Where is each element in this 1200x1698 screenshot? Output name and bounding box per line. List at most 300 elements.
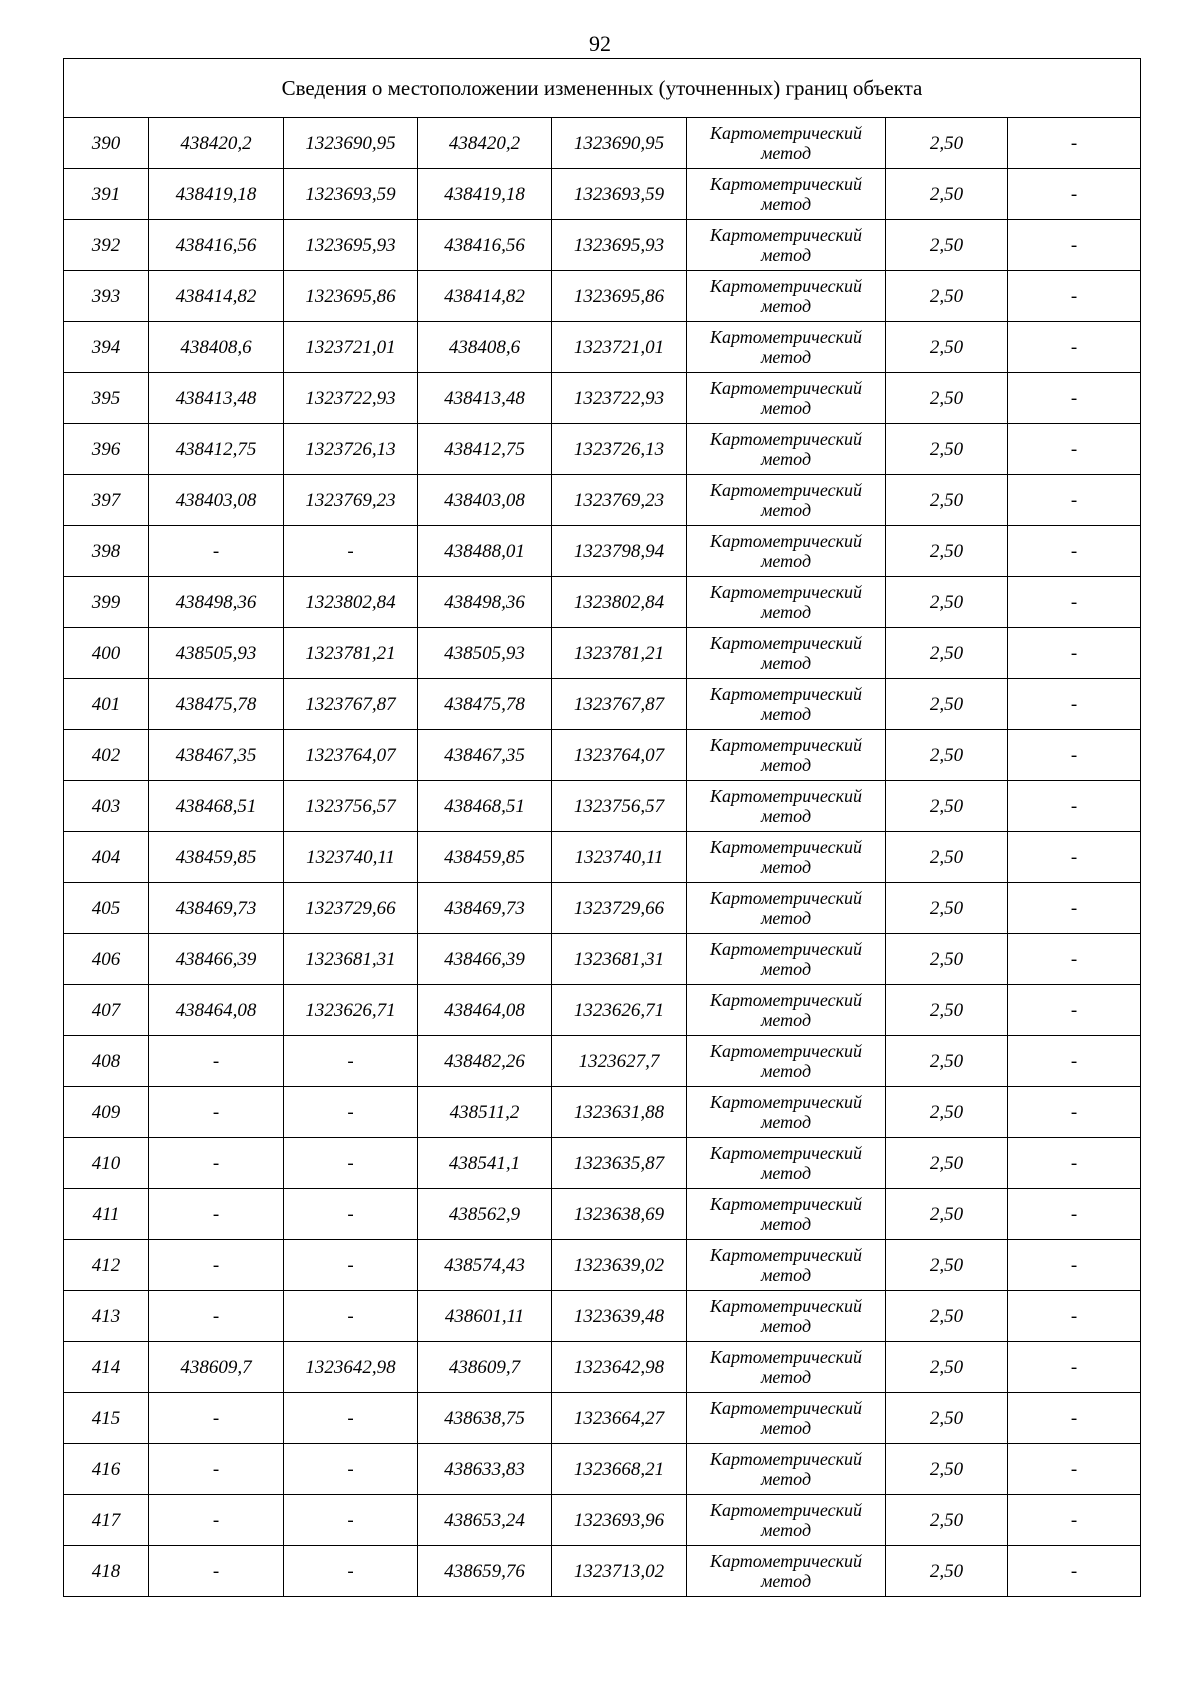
accuracy-cell: 2,50 — [886, 883, 1008, 934]
description-cell: - — [1008, 577, 1141, 628]
point-number-cell: 408 — [64, 1036, 149, 1087]
table-row — [64, 679, 1141, 730]
new-y-cell: 1323729,66 — [552, 883, 687, 934]
new-y-cell: 1323639,48 — [552, 1291, 687, 1342]
new-x-cell: 438408,6 — [418, 322, 552, 373]
method-line-2: метод — [760, 1469, 812, 1489]
point-number-cell: 400 — [64, 628, 149, 679]
method-cell — [687, 1189, 886, 1240]
table-title: Сведения о местоположении измененных (уточненных) границ объекта — [64, 59, 1141, 118]
method-line-1: Картометрический — [709, 1143, 862, 1163]
old-x-cell: 438412,75 — [149, 424, 284, 475]
accuracy-cell: 2,50 — [886, 679, 1008, 730]
method-line-1: Картометрический — [709, 1398, 862, 1418]
old-y-cell: - — [284, 1087, 418, 1138]
boundary-coordinates-table — [63, 58, 1141, 1597]
new-x-cell: 438541,1 — [418, 1138, 552, 1189]
description-cell: - — [1008, 373, 1141, 424]
description-cell: - — [1008, 1036, 1141, 1087]
accuracy-cell: 2,50 — [886, 1087, 1008, 1138]
method-line-1: Картометрический — [709, 633, 862, 653]
table-row — [64, 1291, 1141, 1342]
old-x-cell: - — [149, 1444, 284, 1495]
method-cell — [687, 832, 886, 883]
new-x-cell: 438466,39 — [418, 934, 552, 985]
old-x-cell: - — [149, 1189, 284, 1240]
old-y-cell: - — [284, 526, 418, 577]
new-y-cell: 1323798,94 — [552, 526, 687, 577]
old-y-cell: - — [284, 1495, 418, 1546]
point-number-cell: 395 — [64, 373, 149, 424]
new-y-cell: 1323695,86 — [552, 271, 687, 322]
description-cell: - — [1008, 832, 1141, 883]
table-row — [64, 118, 1141, 169]
point-number-cell: 390 — [64, 118, 149, 169]
new-x-cell: 438482,26 — [418, 1036, 552, 1087]
method-line-2: метод — [760, 755, 812, 775]
method-line-1: Картометрический — [709, 1551, 862, 1571]
old-x-cell: 438609,7 — [149, 1342, 284, 1393]
table-title-row — [64, 59, 1141, 118]
point-number-cell: 401 — [64, 679, 149, 730]
method-line-1: Картометрический — [709, 123, 862, 143]
old-x-cell: - — [149, 1087, 284, 1138]
accuracy-cell: 2,50 — [886, 730, 1008, 781]
old-y-cell: 1323693,59 — [284, 169, 418, 220]
method-line-1: Картометрический — [709, 582, 862, 602]
new-y-cell: 1323693,96 — [552, 1495, 687, 1546]
method-cell — [687, 169, 886, 220]
method-cell — [687, 1240, 886, 1291]
method-line-2: метод — [760, 449, 812, 469]
method-line-2: метод — [760, 398, 812, 418]
method-cell — [687, 985, 886, 1036]
accuracy-cell: 2,50 — [886, 1444, 1008, 1495]
old-y-cell: - — [284, 1393, 418, 1444]
new-y-cell: 1323721,01 — [552, 322, 687, 373]
old-y-cell: 1323642,98 — [284, 1342, 418, 1393]
method-cell — [687, 577, 886, 628]
description-cell: - — [1008, 679, 1141, 730]
table-row — [64, 424, 1141, 475]
method-line-2: метод — [760, 1316, 812, 1336]
method-cell — [687, 220, 886, 271]
old-y-cell: 1323681,31 — [284, 934, 418, 985]
new-y-cell: 1323693,59 — [552, 169, 687, 220]
table-row — [64, 220, 1141, 271]
new-x-cell: 438574,43 — [418, 1240, 552, 1291]
method-line-2: метод — [760, 551, 812, 571]
table-row — [64, 934, 1141, 985]
method-cell — [687, 1087, 886, 1138]
old-y-cell: 1323767,87 — [284, 679, 418, 730]
old-y-cell: 1323781,21 — [284, 628, 418, 679]
new-y-cell: 1323638,69 — [552, 1189, 687, 1240]
old-x-cell: - — [149, 1138, 284, 1189]
point-number-cell: 392 — [64, 220, 149, 271]
new-x-cell: 438467,35 — [418, 730, 552, 781]
new-y-cell: 1323695,93 — [552, 220, 687, 271]
old-x-cell: 438419,18 — [149, 169, 284, 220]
description-cell: - — [1008, 1087, 1141, 1138]
method-line-2: метод — [760, 500, 812, 520]
description-cell: - — [1008, 1138, 1141, 1189]
new-y-cell: 1323713,02 — [552, 1546, 687, 1597]
method-line-2: метод — [760, 959, 812, 979]
old-x-cell: - — [149, 526, 284, 577]
new-y-cell: 1323802,84 — [552, 577, 687, 628]
new-y-cell: 1323764,07 — [552, 730, 687, 781]
table-row — [64, 1087, 1141, 1138]
new-y-cell: 1323781,21 — [552, 628, 687, 679]
table-row — [64, 985, 1141, 1036]
page-number: 92 — [589, 31, 611, 56]
new-y-cell: 1323726,13 — [552, 424, 687, 475]
new-x-cell: 438638,75 — [418, 1393, 552, 1444]
description-cell: - — [1008, 322, 1141, 373]
table-row — [64, 577, 1141, 628]
point-number-cell: 396 — [64, 424, 149, 475]
description-cell: - — [1008, 424, 1141, 475]
old-y-cell: 1323729,66 — [284, 883, 418, 934]
new-x-cell: 438659,76 — [418, 1546, 552, 1597]
point-number-cell: 398 — [64, 526, 149, 577]
table-row — [64, 475, 1141, 526]
method-line-2: метод — [760, 704, 812, 724]
old-y-cell: 1323695,86 — [284, 271, 418, 322]
old-x-cell: 438466,39 — [149, 934, 284, 985]
new-y-cell: 1323642,98 — [552, 1342, 687, 1393]
accuracy-cell: 2,50 — [886, 1036, 1008, 1087]
old-x-cell: 438468,51 — [149, 781, 284, 832]
new-x-cell: 438488,01 — [418, 526, 552, 577]
new-y-cell: 1323664,27 — [552, 1393, 687, 1444]
old-x-cell: 438403,08 — [149, 475, 284, 526]
old-y-cell: 1323756,57 — [284, 781, 418, 832]
table-row — [64, 526, 1141, 577]
table-row — [64, 1036, 1141, 1087]
table-row — [64, 1138, 1141, 1189]
point-number-cell: 405 — [64, 883, 149, 934]
old-x-cell: 438464,08 — [149, 985, 284, 1036]
description-cell: - — [1008, 1342, 1141, 1393]
method-cell — [687, 475, 886, 526]
method-cell — [687, 322, 886, 373]
table-row — [64, 1495, 1141, 1546]
new-y-cell: 1323769,23 — [552, 475, 687, 526]
accuracy-cell: 2,50 — [886, 1393, 1008, 1444]
accuracy-cell: 2,50 — [886, 118, 1008, 169]
new-y-cell: 1323681,31 — [552, 934, 687, 985]
point-number-cell: 391 — [64, 169, 149, 220]
new-y-cell: 1323767,87 — [552, 679, 687, 730]
description-cell: - — [1008, 934, 1141, 985]
new-x-cell: 438498,36 — [418, 577, 552, 628]
new-x-cell: 438459,85 — [418, 832, 552, 883]
point-number-cell: 415 — [64, 1393, 149, 1444]
method-line-2: метод — [760, 602, 812, 622]
old-x-cell: 438416,56 — [149, 220, 284, 271]
new-x-cell: 438653,24 — [418, 1495, 552, 1546]
method-line-2: метод — [760, 908, 812, 928]
new-x-cell: 438469,73 — [418, 883, 552, 934]
accuracy-cell: 2,50 — [886, 1240, 1008, 1291]
description-cell: - — [1008, 1240, 1141, 1291]
method-line-1: Картометрический — [709, 276, 862, 296]
description-cell: - — [1008, 1291, 1141, 1342]
old-y-cell: 1323722,93 — [284, 373, 418, 424]
old-y-cell: - — [284, 1189, 418, 1240]
method-cell — [687, 1342, 886, 1393]
method-line-1: Картометрический — [709, 531, 862, 551]
new-x-cell: 438464,08 — [418, 985, 552, 1036]
old-x-cell: - — [149, 1291, 284, 1342]
old-y-cell: - — [284, 1291, 418, 1342]
new-y-cell: 1323631,88 — [552, 1087, 687, 1138]
method-line-1: Картометрический — [709, 174, 862, 194]
new-x-cell: 438475,78 — [418, 679, 552, 730]
method-line-1: Картометрический — [709, 939, 862, 959]
new-x-cell: 438412,75 — [418, 424, 552, 475]
method-line-1: Картометрический — [709, 1041, 862, 1061]
point-number-cell: 410 — [64, 1138, 149, 1189]
new-x-cell: 438416,56 — [418, 220, 552, 271]
table-row — [64, 322, 1141, 373]
old-y-cell: 1323695,93 — [284, 220, 418, 271]
description-cell: - — [1008, 781, 1141, 832]
method-line-1: Картометрический — [709, 1347, 862, 1367]
method-line-1: Картометрический — [709, 1092, 862, 1112]
old-y-cell: 1323802,84 — [284, 577, 418, 628]
description-cell: - — [1008, 1495, 1141, 1546]
point-number-cell: 397 — [64, 475, 149, 526]
accuracy-cell: 2,50 — [886, 322, 1008, 373]
method-line-1: Картометрический — [709, 888, 862, 908]
new-x-cell: 438414,82 — [418, 271, 552, 322]
description-cell: - — [1008, 628, 1141, 679]
point-number-cell: 414 — [64, 1342, 149, 1393]
method-line-2: метод — [760, 296, 812, 316]
method-cell — [687, 628, 886, 679]
point-number-cell: 403 — [64, 781, 149, 832]
accuracy-cell: 2,50 — [886, 169, 1008, 220]
description-cell: - — [1008, 475, 1141, 526]
accuracy-cell: 2,50 — [886, 220, 1008, 271]
method-line-1: Картометрический — [709, 1194, 862, 1214]
method-cell — [687, 424, 886, 475]
method-cell — [687, 883, 886, 934]
point-number-cell: 416 — [64, 1444, 149, 1495]
method-line-2: метод — [760, 653, 812, 673]
accuracy-cell: 2,50 — [886, 1189, 1008, 1240]
table-row — [64, 1342, 1141, 1393]
method-cell — [687, 1444, 886, 1495]
old-y-cell: 1323721,01 — [284, 322, 418, 373]
table-row — [64, 1444, 1141, 1495]
table-row — [64, 883, 1141, 934]
accuracy-cell: 2,50 — [886, 1138, 1008, 1189]
method-line-2: метод — [760, 1061, 812, 1081]
description-cell: - — [1008, 985, 1141, 1036]
old-x-cell: 438498,36 — [149, 577, 284, 628]
point-number-cell: 412 — [64, 1240, 149, 1291]
old-x-cell: - — [149, 1393, 284, 1444]
method-line-1: Картометрический — [709, 786, 862, 806]
method-cell — [687, 781, 886, 832]
point-number-cell: 406 — [64, 934, 149, 985]
old-y-cell: - — [284, 1546, 418, 1597]
new-y-cell: 1323639,02 — [552, 1240, 687, 1291]
old-x-cell: - — [149, 1495, 284, 1546]
new-y-cell: 1323722,93 — [552, 373, 687, 424]
accuracy-cell: 2,50 — [886, 1342, 1008, 1393]
method-line-2: метод — [760, 143, 812, 163]
old-y-cell: - — [284, 1138, 418, 1189]
method-line-2: метод — [760, 806, 812, 826]
method-cell — [687, 1036, 886, 1087]
accuracy-cell: 2,50 — [886, 781, 1008, 832]
point-number-cell: 411 — [64, 1189, 149, 1240]
old-y-cell: 1323690,95 — [284, 118, 418, 169]
method-line-2: метод — [760, 1265, 812, 1285]
method-cell — [687, 730, 886, 781]
old-x-cell: - — [149, 1546, 284, 1597]
method-line-2: метод — [760, 1367, 812, 1387]
method-line-2: метод — [760, 194, 812, 214]
new-x-cell: 438601,11 — [418, 1291, 552, 1342]
accuracy-cell: 2,50 — [886, 1495, 1008, 1546]
accuracy-cell: 2,50 — [886, 1291, 1008, 1342]
description-cell: - — [1008, 1546, 1141, 1597]
old-y-cell: 1323764,07 — [284, 730, 418, 781]
method-cell — [687, 1546, 886, 1597]
table-row — [64, 781, 1141, 832]
accuracy-cell: 2,50 — [886, 271, 1008, 322]
point-number-cell: 404 — [64, 832, 149, 883]
new-x-cell: 438633,83 — [418, 1444, 552, 1495]
point-number-cell: 417 — [64, 1495, 149, 1546]
old-x-cell: 438414,82 — [149, 271, 284, 322]
new-x-cell: 438403,08 — [418, 475, 552, 526]
point-number-cell: 413 — [64, 1291, 149, 1342]
accuracy-cell: 2,50 — [886, 577, 1008, 628]
accuracy-cell: 2,50 — [886, 526, 1008, 577]
point-number-cell: 418 — [64, 1546, 149, 1597]
description-cell: - — [1008, 118, 1141, 169]
method-line-2: метод — [760, 1112, 812, 1132]
point-number-cell: 402 — [64, 730, 149, 781]
new-x-cell: 438419,18 — [418, 169, 552, 220]
method-cell — [687, 1291, 886, 1342]
method-line-2: метод — [760, 347, 812, 367]
description-cell: - — [1008, 1444, 1141, 1495]
table-row — [64, 628, 1141, 679]
old-x-cell: 438475,78 — [149, 679, 284, 730]
method-line-1: Картометрический — [709, 480, 862, 500]
old-y-cell: - — [284, 1036, 418, 1087]
old-y-cell: - — [284, 1444, 418, 1495]
table-row — [64, 1546, 1141, 1597]
description-cell: - — [1008, 220, 1141, 271]
description-cell: - — [1008, 271, 1141, 322]
point-number-cell: 394 — [64, 322, 149, 373]
description-cell: - — [1008, 169, 1141, 220]
old-x-cell: 438505,93 — [149, 628, 284, 679]
method-cell — [687, 118, 886, 169]
new-x-cell: 438562,9 — [418, 1189, 552, 1240]
method-line-1: Картометрический — [709, 735, 862, 755]
method-cell — [687, 271, 886, 322]
old-x-cell: 438420,2 — [149, 118, 284, 169]
method-line-2: метод — [760, 1163, 812, 1183]
old-x-cell: 438469,73 — [149, 883, 284, 934]
new-y-cell: 1323668,21 — [552, 1444, 687, 1495]
description-cell: - — [1008, 1393, 1141, 1444]
method-cell — [687, 934, 886, 985]
new-x-cell: 438511,2 — [418, 1087, 552, 1138]
accuracy-cell: 2,50 — [886, 1546, 1008, 1597]
old-x-cell: 438413,48 — [149, 373, 284, 424]
new-y-cell: 1323626,71 — [552, 985, 687, 1036]
old-x-cell: - — [149, 1036, 284, 1087]
new-y-cell: 1323740,11 — [552, 832, 687, 883]
new-x-cell: 438609,7 — [418, 1342, 552, 1393]
description-cell: - — [1008, 1189, 1141, 1240]
table-row — [64, 169, 1141, 220]
new-x-cell: 438468,51 — [418, 781, 552, 832]
method-line-1: Картометрический — [709, 1449, 862, 1469]
description-cell: - — [1008, 526, 1141, 577]
point-number-cell: 393 — [64, 271, 149, 322]
accuracy-cell: 2,50 — [886, 628, 1008, 679]
accuracy-cell: 2,50 — [886, 475, 1008, 526]
method-line-1: Картометрический — [709, 684, 862, 704]
old-y-cell: 1323769,23 — [284, 475, 418, 526]
accuracy-cell: 2,50 — [886, 424, 1008, 475]
method-cell — [687, 1495, 886, 1546]
method-line-1: Картометрический — [709, 225, 862, 245]
method-line-2: метод — [760, 1571, 812, 1591]
accuracy-cell: 2,50 — [886, 832, 1008, 883]
method-line-1: Картометрический — [709, 429, 862, 449]
old-x-cell: - — [149, 1240, 284, 1291]
method-line-2: метод — [760, 1418, 812, 1438]
table-row — [64, 1189, 1141, 1240]
method-line-2: метод — [760, 857, 812, 877]
new-x-cell: 438420,2 — [418, 118, 552, 169]
method-cell — [687, 373, 886, 424]
method-line-1: Картометрический — [709, 327, 862, 347]
point-number-cell: 409 — [64, 1087, 149, 1138]
method-line-1: Картометрический — [709, 1500, 862, 1520]
accuracy-cell: 2,50 — [886, 985, 1008, 1036]
table-row — [64, 1393, 1141, 1444]
method-line-2: метод — [760, 1520, 812, 1540]
new-y-cell: 1323690,95 — [552, 118, 687, 169]
method-line-2: метод — [760, 245, 812, 265]
old-y-cell: 1323740,11 — [284, 832, 418, 883]
old-y-cell: 1323726,13 — [284, 424, 418, 475]
method-cell — [687, 679, 886, 730]
accuracy-cell: 2,50 — [886, 373, 1008, 424]
method-line-2: метод — [760, 1010, 812, 1030]
table-row — [64, 1240, 1141, 1291]
method-cell — [687, 1138, 886, 1189]
new-y-cell: 1323635,87 — [552, 1138, 687, 1189]
point-number-cell: 399 — [64, 577, 149, 628]
old-x-cell: 438408,6 — [149, 322, 284, 373]
new-x-cell: 438413,48 — [418, 373, 552, 424]
